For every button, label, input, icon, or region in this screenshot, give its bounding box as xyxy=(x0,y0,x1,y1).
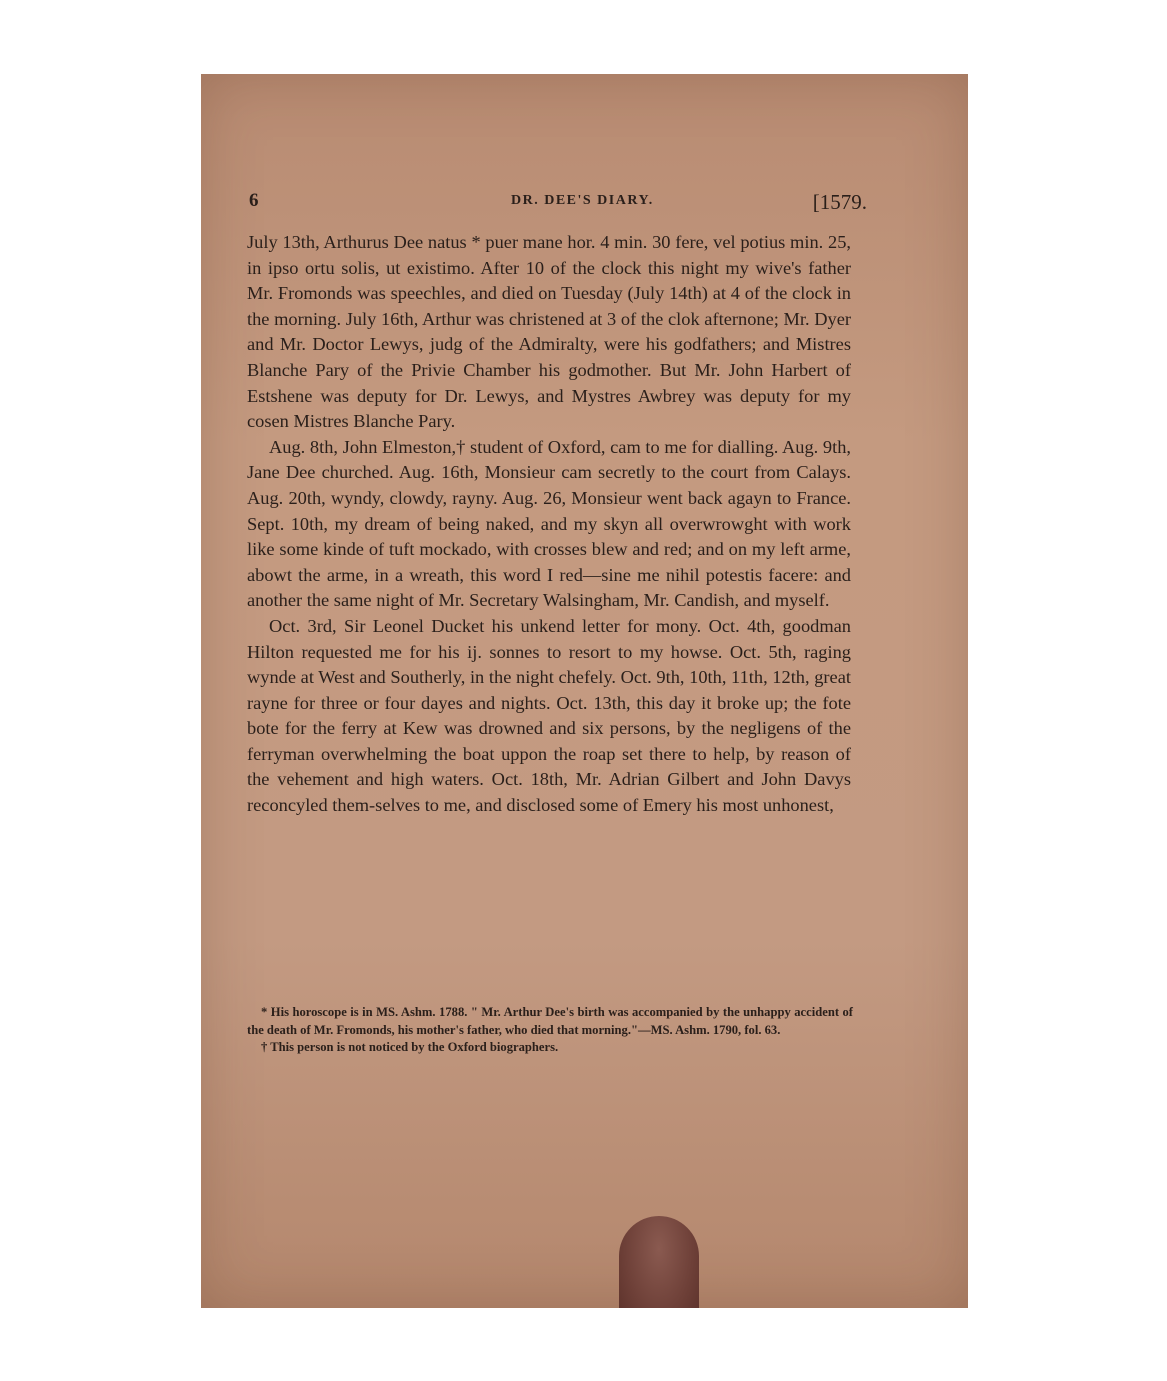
scanned-page xyxy=(201,74,968,1308)
footnotes xyxy=(247,1004,853,1057)
diary-body xyxy=(247,230,851,819)
paragraph-oct: Oct. 3rd, Sir Leonel Ducket his unkend letter for mony. Oct. 4th, goodman Hilton requested me for his ij. sonnes to resort to my howse. Oct. 5th, raging wynde at West and Southerly, in the night chefely. Oct. 9th, 10th, 11th, 12th, great rayne for three or four dayes and nights. Oct. 13th, this day it broke up; the fote bote for the ferry at Kew was drowned and six persons, by the negligens of the ferryman overwhelming the boat uppon the roap set there to help, by reason of the vehement and high waters. Oct. 18th, Mr. Adrian Gilbert and John Davys reconcyled them-selves to me, and disclosed some of Emery his most unhonest, xyxy=(247,615,851,816)
running-year: [1579. xyxy=(812,190,867,214)
paragraph-july: July 13th, Arthurus Dee natus * puer mane hor. 4 min. 30 fere, vel potius min. 25, in ipso ortu solis, ut existimo. After 10 of the clock this night my wive's father Mr. Fromonds was speechles, and died on Tuesday (July 14th) at 4 of the clock in the morning. July 16th, Arthur was christened at 3 of the clok afternone; Mr. Dyer and Mr. Doctor Lewys, judg of the Admiralty, were his godfathers; and Mistres Blanche Pary of the Privie Chamber his godmother. But Mr. John Harbert of Estshene was deputy for Dr. Lewys, and Mystres Awbrey was deputy for my cosen Mistres Blanche Pary. xyxy=(247,232,851,432)
thumb-shadow xyxy=(619,1216,699,1308)
footnote-horoscope: * His horoscope is in MS. Ashm. 1788. " Mr. Arthur Dee's birth was accompanied by the unhappy accident of the death of Mr. Fromonds, his mother's father, who died that morning."—MS. Ashm. 1790, fol. 63. xyxy=(247,1005,853,1037)
footnote-elmeston: † This person is not noticed by the Oxford biographers. xyxy=(261,1040,559,1054)
paragraph-aug-sept: Aug. 8th, John Elmeston,† student of Oxford, cam to me for dialling. Aug. 9th, Jane Dee churched. Aug. 16th, Monsieur cam secretly to the court from Calays. Aug. 20th, wyndy, clowdy, rayny. Aug. 26, Monsieur went back agayn to France. Sept. 10th, my dream of being naked, and my skyn all overwrowght with work like some kinde of tuft mockado, with crosses blew and red; and on my left arme, abowt the arme, in a wreath, this word I red—sine me nihil potestis facere: and another the same night of Mr. Secretary Walsingham, Mr. Candish, and myself. xyxy=(247,436,851,611)
page-number: 6 xyxy=(249,190,259,211)
running-title: DR. DEE'S DIARY. xyxy=(511,193,654,208)
